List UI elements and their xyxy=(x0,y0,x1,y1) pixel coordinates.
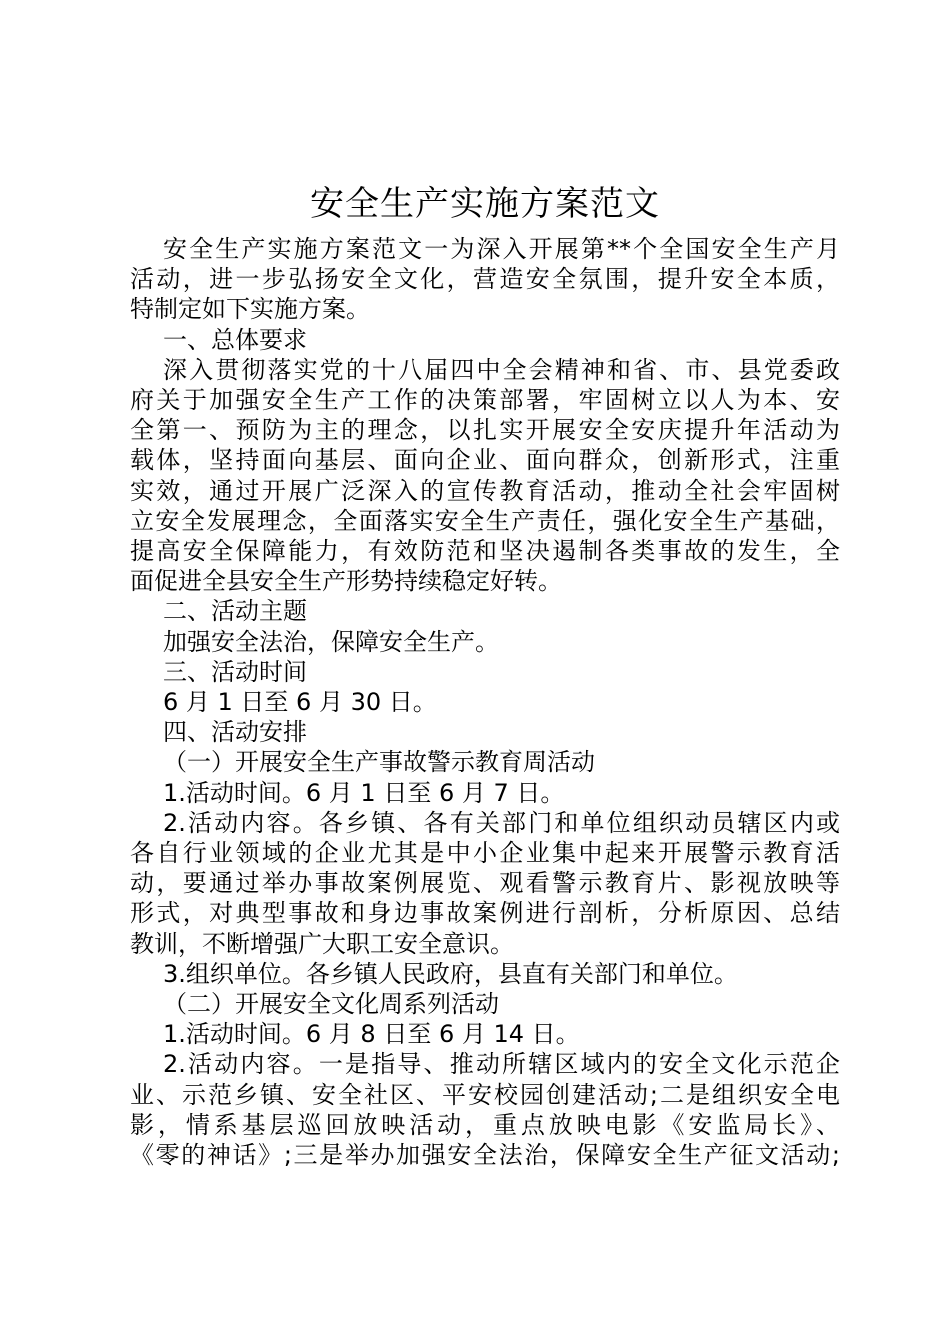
body-line: 1.活动时间。6 月 1 日至 6 月 7 日。 xyxy=(163,778,565,807)
body-line: 动，要通过举办事故案例展览、观看警示教育片、影视放映等 xyxy=(130,869,840,898)
body-line: 三、活动时间 xyxy=(163,657,307,686)
body-line: 深入贯彻落实党的十八届四中全会精神和省、市、县党委政 xyxy=(163,355,840,384)
body-line: 载体，坚持面向基层、面向企业、面向群众，创新形式，注重 xyxy=(130,446,840,475)
body-line: 《零的神话》;三是举办加强安全法治，保障安全生产征文活动; xyxy=(130,1141,840,1170)
body-line: 活动，进一步弘扬安全文化，营造安全氛围，提升安全本质， xyxy=(130,265,840,294)
body-line: 二、活动主题 xyxy=(163,597,307,626)
body-line: 形式，对典型事故和身边事故案例进行剖析，分析原因、总结 xyxy=(130,899,840,928)
body-line: 业、示范乡镇、安全社区、平安校园创建活动;二是组织安全电 xyxy=(130,1080,840,1109)
body-line: 教训，不断增强广大职工安全意识。 xyxy=(130,929,514,958)
body-line: 影，情系基层巡回放映活动，重点放映电影《安监局长》、 xyxy=(130,1110,840,1139)
body-line: 6 月 1 日至 6 月 30 日。 xyxy=(163,688,437,717)
body-line: （一）开展安全生产事故警示教育周活动 xyxy=(163,748,595,777)
body-line: 全第一、预防为主的理念，以扎实开展安全安庆提升年活动为 xyxy=(130,416,840,445)
body-line: 四、活动安排 xyxy=(163,718,307,747)
body-line: 一、总体要求 xyxy=(163,325,307,354)
body-line: （二）开展安全文化周系列活动 xyxy=(163,990,499,1019)
body-line: 提高安全保障能力，有效防范和坚决遏制各类事故的发生，全 xyxy=(130,537,840,566)
body-line: 各自行业领域的企业尤其是中小企业集中起来开展警示教育活 xyxy=(130,839,840,868)
body-line: 特制定如下实施方案。 xyxy=(130,295,370,324)
body-line: 2.活动内容。一是指导、推动所辖区域内的安全文化示范企 xyxy=(163,1050,840,1079)
body-line: 2.活动内容。各乡镇、各有关部门和单位组织动员辖区内或 xyxy=(163,808,840,837)
body-line: 3.组织单位。各乡镇人民政府，县直有关部门和单位。 xyxy=(163,959,738,988)
document-body xyxy=(130,234,840,1170)
body-line: 立安全发展理念，全面落实安全生产责任，强化安全生产基础， xyxy=(130,506,840,535)
body-line: 府关于加强安全生产工作的决策部署，牢固树立以人为本、安 xyxy=(130,386,840,415)
body-line: 加强安全法治，保障安全生产。 xyxy=(163,627,499,656)
body-line: 面促进全县安全生产形势持续稳定好转。 xyxy=(130,567,562,596)
body-line: 实效，通过开展广泛深入的宣传教育活动，推动全社会牢固树 xyxy=(130,476,840,505)
body-line: 安全生产实施方案范文一为深入开展第**个全国安全生产月 xyxy=(163,235,840,263)
document-page xyxy=(130,176,840,1170)
document-title: 安全生产实施方案范文 xyxy=(310,184,660,224)
body-line: 1.活动时间。6 月 8 日至 6 月 14 日。 xyxy=(163,1020,580,1049)
